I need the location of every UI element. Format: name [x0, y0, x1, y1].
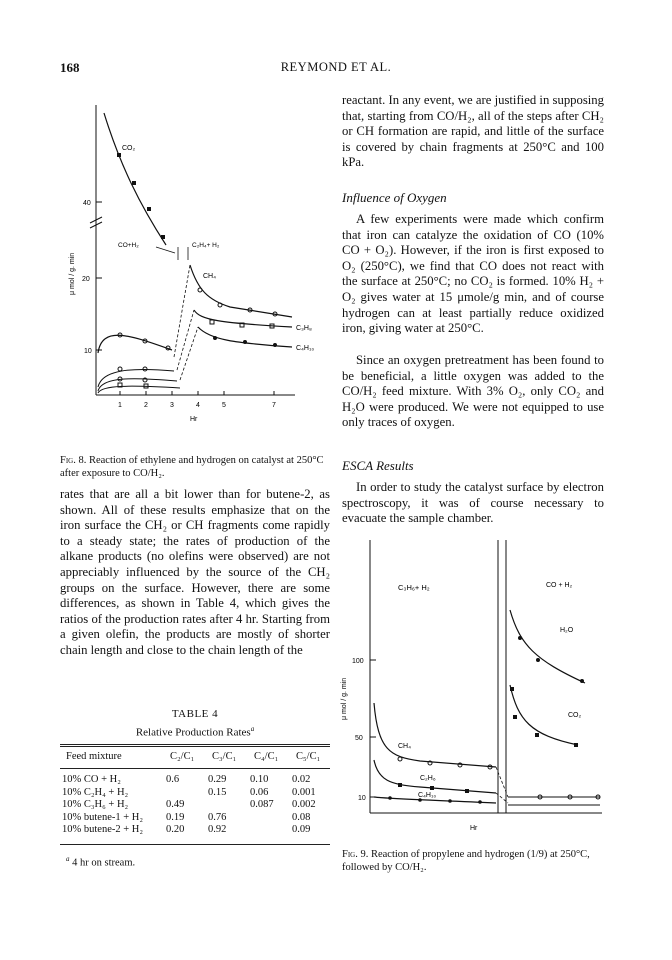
table-4-footnote: $^a$ 4 hr on stream. [66, 855, 136, 869]
table-row: 10% C₂H₄ + H₂ 0.15 0.06 0.001 [62, 786, 316, 798]
series-label-co2: CO₂ [568, 712, 582, 719]
right-para-1: reactant. In any event, we are justified in supposing that, starting from CO/H₂, all of the steps after CH₂ or CH formation are rapid, and little of the surface is covered by chain fragments at 250°C and 100 kPa. [342, 93, 604, 170]
y-tick-label: 100 [352, 658, 364, 665]
figure-9-caption-label: Fig. 9. [342, 849, 369, 860]
x-tick-label: 4 [196, 402, 200, 409]
annotation-co-h2: CO+H₂ [118, 242, 139, 249]
figure-8-caption-label: Fig. 8. [60, 455, 87, 466]
x-tick-label: 5 [222, 402, 226, 409]
annotation-co-h2: CO + H₂ [546, 582, 573, 589]
left-body-text: rates that are all a bit lower than for butene-2, as shown. All of these results emphasize that on the iron surface the CH₂ or CH fragments come rapidly to a steady state; the rates of production of the alkane products (no olefins were observed) are not appreciably influenced by the source of the CH₂ groups on the surface. However, there are some differences, as shown in Table 4, which gives the ratios of the production rates after 4 hr. Starting from a given olefin, the products are mostly of shorter chain length and close to the chain length of the [60, 487, 330, 657]
table-header: C₄/C₁ [254, 751, 279, 762]
table-4-body [60, 774, 330, 837]
table-header: C₃/C₁ [212, 751, 237, 762]
right-para-4: In order to study the catalyst surface by electron spectroscopy, it was of course necessary to evacuate the sample chamber. [342, 480, 604, 526]
table-header: C₅/C₁ [296, 751, 321, 762]
y-axis-label: μ mol / g. min [341, 677, 348, 720]
series-label-h2o: H₂O [560, 627, 574, 634]
series-label-c4h10: C₄H₁₀ [418, 792, 437, 799]
y-tick-label: 10 [84, 348, 92, 355]
table-4-subtitle: Relative Production Rates$^a$ [135, 725, 255, 739]
figure-9-caption-text: Reaction of propylene and hydrogen (1/9) at 250°C, followed by CO/H₂. [342, 849, 590, 873]
series-label-co2: CO₂ [122, 145, 136, 152]
figure-8-caption [60, 454, 330, 480]
table-rule [60, 744, 330, 745]
figure-9-caption [342, 848, 604, 874]
table-rule [60, 746, 330, 747]
series-label-ch4: CH₄ [203, 273, 216, 280]
series-label-c4h10: C₄H₁₀ [296, 345, 315, 352]
table-row: 10% CO + H₂ 0.6 0.29 0.10 0.02 [62, 774, 311, 785]
table-header-row [60, 751, 330, 764]
series-line-co2 [104, 113, 166, 245]
series-label-c2h6: C₂H₆ [420, 775, 436, 782]
table-row: 10% butene-1 + H₂ 0.19 0.76 0.08 [62, 811, 311, 823]
y-tick-label: 10 [358, 795, 366, 802]
x-tick-label: 7 [272, 402, 276, 409]
series-line-c3h8 [98, 310, 292, 353]
x-axis-label: Hr [190, 416, 198, 423]
series-line-ch4 [374, 703, 496, 767]
right-para-3: Since an oxygen pretreatment has been found to be beneficial, a little oxygen was added to the CO/H₂ feed mixture. With 3% O₂, only CO₂ and H₂O were produced. We were not equipped to use only traces of oxygen. [342, 353, 604, 430]
series-points-co2 [117, 153, 165, 239]
figure-8-caption-text: Reaction of ethylene and hydrogen on catalyst at 250°C after exposure to CO/H₂. [60, 455, 324, 479]
x-tick-label: 1 [118, 402, 122, 409]
table-row: 10% C₃H₆ + H₂ 0.49 0.087 0.002 [62, 799, 316, 811]
figure-9-chart [330, 535, 620, 840]
section-heading-esca: ESCA Results [342, 458, 414, 473]
x-tick-label: 2 [144, 402, 148, 409]
annotation-c3h6-h2: C₃H₆+ H₂ [398, 583, 430, 592]
x-tick-label: 3 [170, 402, 174, 409]
running-head: REYMOND ET AL. [280, 60, 392, 74]
x-axis-label: Hr [470, 825, 478, 832]
table-row: 10% butene-2 + H₂ 0.20 0.92 0.09 [62, 824, 311, 836]
figure-8-chart [60, 95, 335, 445]
y-tick-label: 20 [82, 276, 90, 283]
table-rule [60, 844, 330, 845]
page-number: 168 [60, 60, 80, 75]
table-rule [60, 768, 330, 769]
series-label-c3h8: C₃H₈ [296, 325, 312, 332]
y-axis-label: μ mol / g. min [69, 252, 76, 295]
y-tick-label: 40 [83, 200, 91, 207]
right-para-2: A few experiments were made which confirm that iron can catalyze the oxidation of CO (10% CO + O₂). However, if the iron is first exposed to O₂ (250°C), we find that CO does not react with the surface at 250°C; no CO₂ is formed. 10% H₂ + O₂ gives water at 15 μmole/g min, and of course hydrogen can at least partially reduce oxidized iron, giving water at 250°C. [342, 212, 604, 336]
table-header: C₂/C₁ [170, 751, 195, 762]
section-heading-oxygen: Influence of Oxygen [342, 190, 447, 205]
y-tick-label: 50 [355, 735, 363, 742]
table-header: Feed mixture [66, 751, 122, 762]
table-4-title: TABLE 4 [171, 708, 219, 720]
series-points-ch4 [198, 288, 277, 316]
table-4 [60, 751, 330, 764]
annotation-c2h4-h2: C₂H₄+ H₂ [192, 242, 220, 249]
series-label-ch4: CH₄ [398, 743, 411, 750]
series-line-h2o [510, 610, 585, 683]
